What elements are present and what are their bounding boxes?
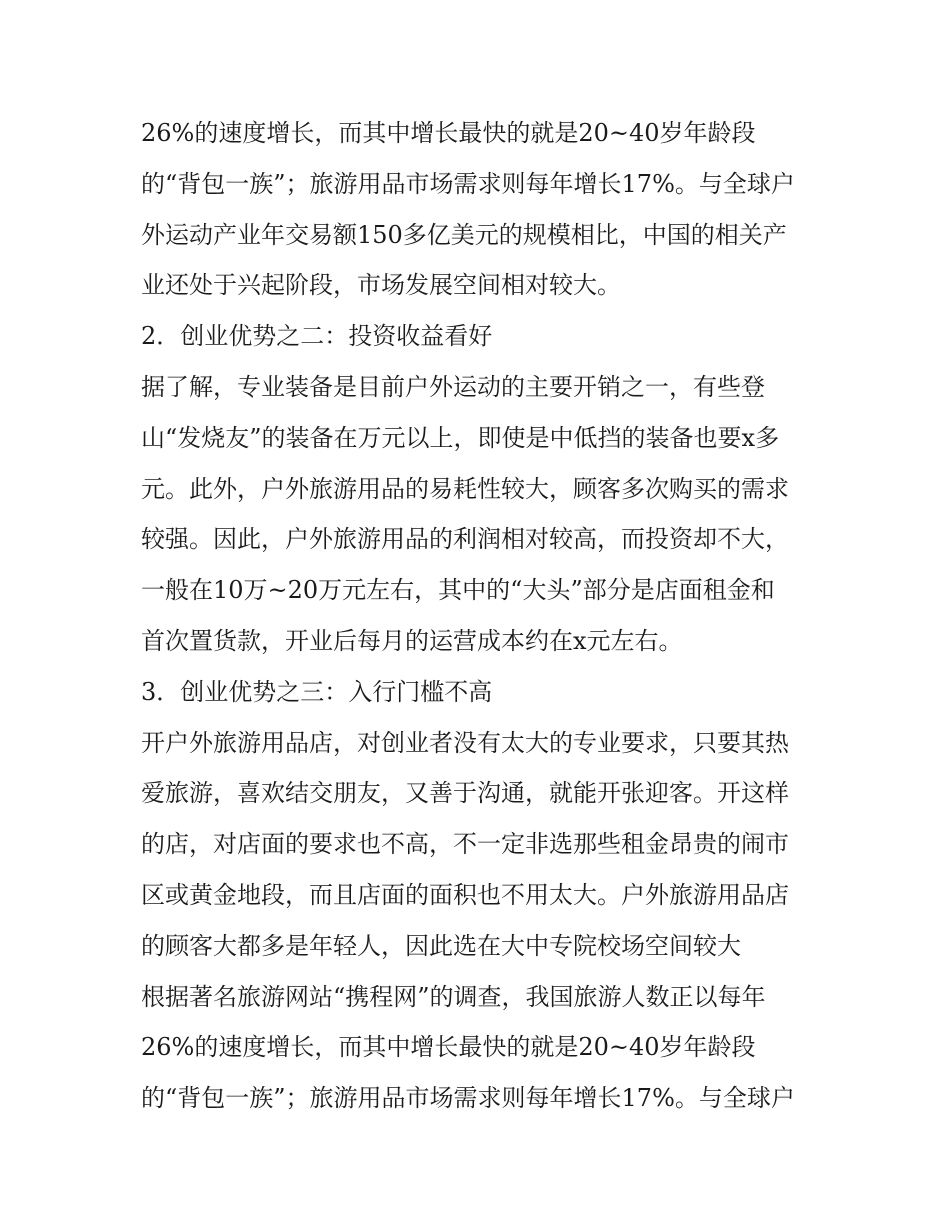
text-line: 山“发烧友”的装备在万元以上，即使是中低挡的装备也要x多	[141, 423, 780, 452]
section-heading: 3．创业优势之三：入行门槛不高	[141, 677, 493, 706]
text-line: 的顾客大都多是年轻人，因此选在大中专院校场空间较大	[141, 931, 741, 960]
text-line: 较强。因此，户外旅游用品的利润相对较高，而投资却不大，	[141, 525, 789, 554]
text-line: 的店，对店面的要求也不高，不一定非选那些租金昂贵的闹市	[141, 830, 789, 859]
text-line: 26%的速度增长，而其中增长最快的就是20~40岁年龄段	[141, 1033, 756, 1062]
text-line: 一般在10万~20万元左右，其中的“大头”部分是店面租金和	[141, 576, 775, 605]
text-line: 首次置货款，开业后每月的运营成本约在x元左右。	[141, 626, 683, 655]
text-line: 业还处于兴起阶段，市场发展空间相对较大。	[141, 271, 621, 300]
text-line: 元。此外，户外旅游用品的易耗性较大，顾客多次购买的需求	[141, 474, 789, 503]
text-line: 爱旅游，喜欢结交朋友，又善于沟通，就能开张迎客。开这样	[141, 779, 789, 808]
text-line: 开户外旅游用品店，对创业者没有太大的专业要求，只要其热	[141, 728, 789, 757]
text-line: 根据著名旅游网站“携程网”的调查，我国旅游人数正以每年	[141, 982, 766, 1011]
text-line: 的“背包一族”；旅游用品市场需求则每年增长17%。与全球户	[141, 169, 795, 198]
text-line: 区或黄金地段，而且店面的面积也不用太大。户外旅游用品店	[141, 880, 789, 909]
text-line: 外运动产业年交易额150多亿美元的规模相比，中国的相关产	[141, 220, 787, 249]
text-line: 据了解，专业装备是目前户外运动的主要开销之一，有些登	[141, 372, 765, 401]
section-heading: 2．创业优势之二：投资收益看好	[141, 322, 493, 351]
text-line: 的“背包一族”；旅游用品市场需求则每年增长17%。与全球户	[141, 1084, 795, 1113]
text-line: 26%的速度增长，而其中增长最快的就是20~40岁年龄段	[141, 119, 756, 147]
body-text	[141, 108, 821, 1124]
